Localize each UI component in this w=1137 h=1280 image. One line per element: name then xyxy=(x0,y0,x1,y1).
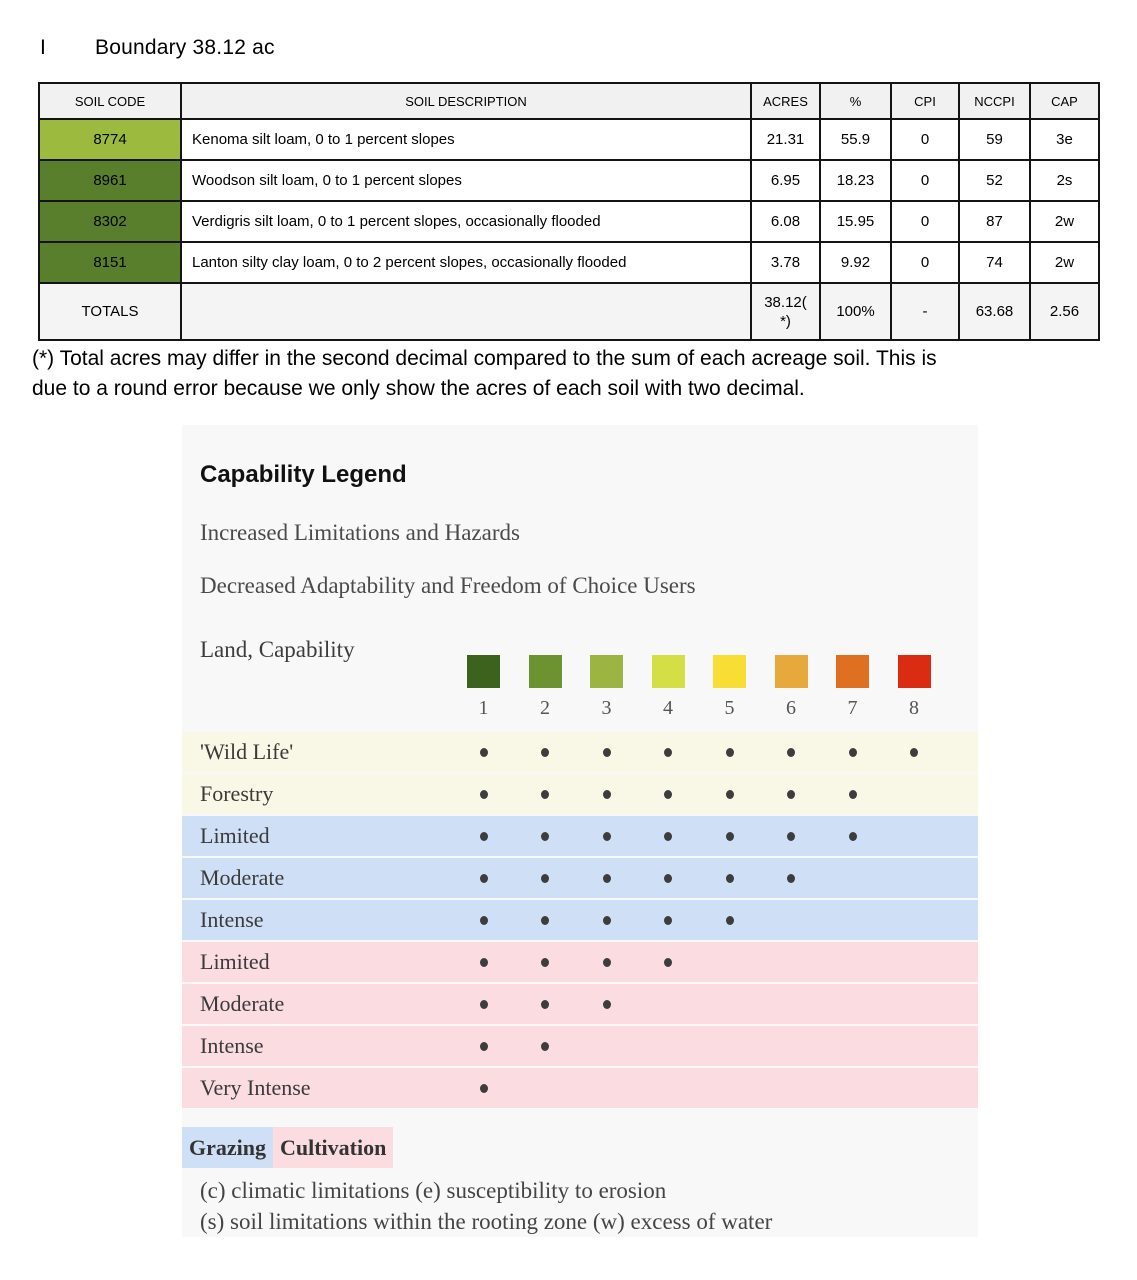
soil-acres-cell: 6.95 xyxy=(751,160,820,201)
soil-table xyxy=(38,82,1100,341)
capability-dot xyxy=(726,874,734,883)
capability-dot xyxy=(726,748,734,757)
capability-class-4-number: 4 xyxy=(663,697,673,719)
capability-dot xyxy=(664,958,672,967)
capability-dot xyxy=(541,832,549,841)
soil-acres-cell: 21.31 xyxy=(751,119,820,160)
capability-class-7-swatch xyxy=(836,655,869,688)
capability-dot xyxy=(541,748,549,757)
soil-percent-cell: 18.23 xyxy=(820,160,891,201)
page-title xyxy=(40,36,275,60)
capability-class-6-number: 6 xyxy=(786,697,796,719)
legend-row-moderate xyxy=(182,858,978,898)
capability-dot xyxy=(603,832,611,841)
capability-dot xyxy=(480,790,488,799)
capability-dot xyxy=(541,1000,549,1009)
capability-dot xyxy=(664,874,672,883)
legend-note-ce: (c) climatic limitations (e) susceptibility to erosion xyxy=(200,1178,667,1203)
capability-dot xyxy=(480,748,488,757)
capability-class-5-number: 5 xyxy=(724,697,735,719)
capability-dot xyxy=(480,874,488,883)
soil-description-cell: Kenoma silt loam, 0 to 1 percent slopes xyxy=(181,119,751,160)
capability-class-7-number: 7 xyxy=(847,697,858,719)
header-cpi: CPI xyxy=(891,83,959,119)
capability-dot xyxy=(603,958,611,967)
capability-dot xyxy=(603,916,611,925)
capability-dot xyxy=(664,790,672,799)
capability-dot xyxy=(480,832,488,841)
totals-acres-line1: 38.12( xyxy=(764,293,807,311)
legend-row-label: Moderate xyxy=(200,865,285,890)
header-acres: ACRES xyxy=(751,83,820,119)
acres-footnote-line2: due to a round error because we only show the acres of each soil with two decimal. xyxy=(32,377,805,400)
legend-subtitle-adaptability: Decreased Adaptability and Freedom of Choice Users xyxy=(200,573,696,598)
legend-row-label: Moderate xyxy=(200,991,285,1016)
totals-percent: 100% xyxy=(820,283,891,340)
capability-class-8-swatch xyxy=(898,655,931,688)
legend-row-intense xyxy=(182,1026,978,1066)
soil-nccpi-cell: 59 xyxy=(959,119,1030,160)
soil-cap-cell: 3e xyxy=(1030,119,1099,160)
soil-code-cell: 8151 xyxy=(39,242,181,283)
capability-dot xyxy=(664,748,672,757)
capability-dot xyxy=(664,916,672,925)
soil-nccpi-cell: 52 xyxy=(959,160,1030,201)
capability-dot xyxy=(480,1042,488,1051)
capability-dot xyxy=(480,916,488,925)
capability-dot xyxy=(541,958,549,967)
totals-label: TOTALS xyxy=(39,283,181,340)
legend-row-limited xyxy=(182,942,978,982)
header-nccpi: NCCPI xyxy=(959,83,1030,119)
capability-dot xyxy=(787,790,795,799)
capability-class-1-number: 1 xyxy=(478,697,489,719)
legend-row-label: Forestry xyxy=(200,781,274,806)
soil-cap-cell: 2w xyxy=(1030,242,1099,283)
capability-dot xyxy=(603,1000,611,1009)
grazing-key-tag: Grazing xyxy=(182,1127,273,1168)
soil-acres-cell: 3.78 xyxy=(751,242,820,283)
header-soil-description: SOIL DESCRIPTION xyxy=(181,83,751,119)
legend-notes xyxy=(200,1175,772,1237)
capability-dot xyxy=(603,748,611,757)
legend-key-tags xyxy=(182,1127,393,1168)
land-capability-label: Land, Capability xyxy=(200,637,355,662)
header-cap: CAP xyxy=(1030,83,1099,119)
capability-class-6-swatch xyxy=(775,655,808,688)
legend-row-moderate xyxy=(182,984,978,1024)
totals-cpi: - xyxy=(891,283,959,340)
soil-nccpi-cell: 74 xyxy=(959,242,1030,283)
legend-note-sw: (s) soil limitations within the rooting zone (w) excess of water xyxy=(200,1209,773,1234)
cultivation-key-tag: Cultivation xyxy=(273,1127,393,1168)
header-soil-code: SOIL CODE xyxy=(39,83,181,119)
legend-row-label: Limited xyxy=(200,949,270,974)
capability-dot xyxy=(726,832,734,841)
soil-percent-cell: 9.92 xyxy=(820,242,891,283)
acres-footnote xyxy=(32,344,1122,404)
capability-dot xyxy=(787,832,795,841)
boundary-index-label: I xyxy=(40,36,47,59)
capability-dot xyxy=(664,832,672,841)
totals-acres-line2: *) xyxy=(780,312,791,330)
capability-dot xyxy=(541,790,549,799)
soil-table-row xyxy=(39,160,1099,201)
legend-title: Capability Legend xyxy=(200,461,407,488)
capability-legend-panel xyxy=(182,425,978,1237)
boundary-title-text: Boundary 38.12 ac xyxy=(95,36,275,59)
legend-subtitle-limitations: Increased Limitations and Hazards xyxy=(200,520,520,545)
soil-cpi-cell: 0 xyxy=(891,201,959,242)
capability-dot xyxy=(480,1084,488,1093)
totals-nccpi: 63.68 xyxy=(959,283,1030,340)
soil-table-header-row xyxy=(39,83,1099,119)
soil-code-cell: 8774 xyxy=(39,119,181,160)
totals-acres xyxy=(751,283,820,340)
capability-class-1-swatch xyxy=(467,655,500,688)
capability-class-2-number: 2 xyxy=(540,697,550,719)
soil-percent-cell: 55.9 xyxy=(820,119,891,160)
capability-dot xyxy=(849,748,857,757)
capability-dot xyxy=(787,874,795,883)
capability-class-8-number: 8 xyxy=(909,697,919,719)
capability-class-2-swatch xyxy=(529,655,562,688)
capability-dot xyxy=(541,1042,549,1051)
capability-dot xyxy=(480,1000,488,1009)
soil-description-cell: Lanton silty clay loam, 0 to 2 percent slopes, occasionally flooded xyxy=(181,242,751,283)
soil-cap-cell: 2s xyxy=(1030,160,1099,201)
capability-dot xyxy=(726,790,734,799)
capability-class-5-swatch xyxy=(713,655,746,688)
soil-cpi-cell: 0 xyxy=(891,160,959,201)
legend-row--wild-life- xyxy=(182,732,978,772)
acres-footnote-line1: (*) Total acres may differ in the second decimal compared to the sum of each acreage soil. This is xyxy=(32,347,937,370)
legend-row-label: Intense xyxy=(200,1033,264,1058)
legend-row-label: Very Intense xyxy=(200,1075,311,1100)
soil-description-cell: Verdigris silt loam, 0 to 1 percent slopes, occasionally flooded xyxy=(181,201,751,242)
capability-dot xyxy=(726,916,734,925)
soil-table-row xyxy=(39,242,1099,283)
soil-table-row xyxy=(39,201,1099,242)
soil-cpi-cell: 0 xyxy=(891,119,959,160)
totals-cap: 2.56 xyxy=(1030,283,1099,340)
legend-row-label: 'Wild Life' xyxy=(200,739,294,764)
capability-dot xyxy=(480,958,488,967)
soil-code-cell: 8961 xyxy=(39,160,181,201)
capability-class-3-number: 3 xyxy=(601,697,612,719)
legend-row-forestry xyxy=(182,774,978,814)
capability-class-4-swatch xyxy=(652,655,685,688)
soil-description-cell: Woodson silt loam, 0 to 1 percent slopes xyxy=(181,160,751,201)
capability-dot xyxy=(603,874,611,883)
legend-row-limited xyxy=(182,816,978,856)
soil-code-cell: 8302 xyxy=(39,201,181,242)
legend-row-very-intense xyxy=(182,1068,978,1108)
legend-row-label: Limited xyxy=(200,823,270,848)
capability-dot xyxy=(541,874,549,883)
legend-row-label: Intense xyxy=(200,907,264,932)
capability-dot xyxy=(541,916,549,925)
soil-table-row xyxy=(39,119,1099,160)
legend-row-intense xyxy=(182,900,978,940)
capability-dot xyxy=(603,790,611,799)
totals-description-cell xyxy=(181,283,751,340)
soil-cap-cell: 2w xyxy=(1030,201,1099,242)
capability-dot xyxy=(849,832,857,841)
capability-dot xyxy=(849,790,857,799)
capability-class-3-swatch xyxy=(590,655,623,688)
soil-acres-cell: 6.08 xyxy=(751,201,820,242)
totals-row xyxy=(39,283,1099,340)
soil-nccpi-cell: 87 xyxy=(959,201,1030,242)
soil-percent-cell: 15.95 xyxy=(820,201,891,242)
header-percent: % xyxy=(820,83,891,119)
capability-dot xyxy=(787,748,795,757)
soil-cpi-cell: 0 xyxy=(891,242,959,283)
capability-dot xyxy=(910,748,918,757)
